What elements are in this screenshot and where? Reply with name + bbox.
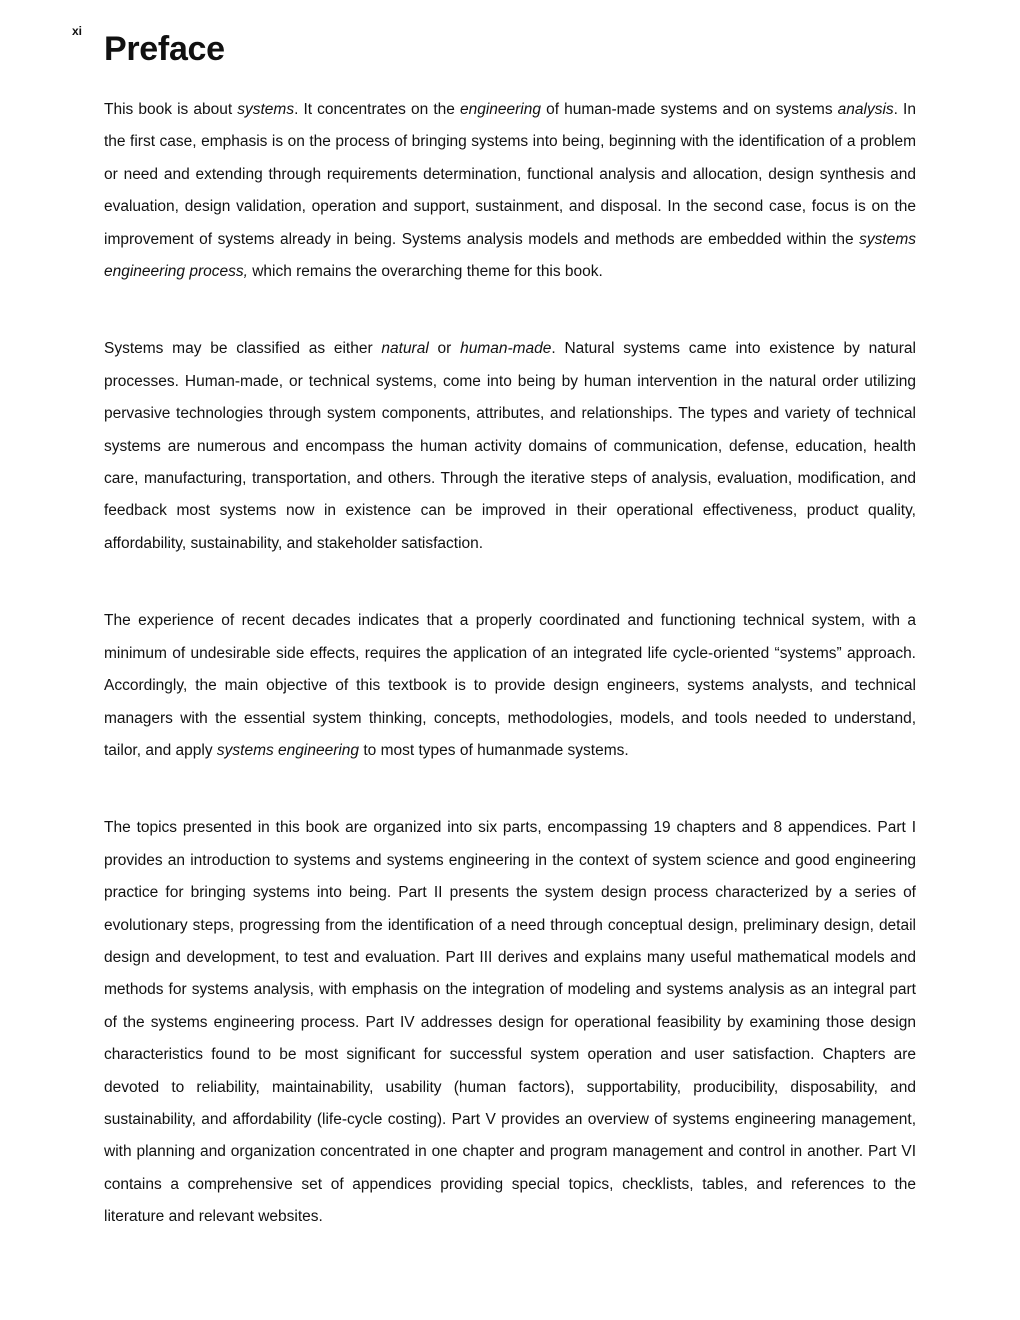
paragraph-4 bbox=[104, 812, 916, 1233]
text-run: This book is about bbox=[104, 101, 238, 118]
italic-term: analysis bbox=[837, 101, 894, 118]
italic-term: systems bbox=[237, 101, 295, 118]
italic-term: human-made bbox=[460, 340, 552, 358]
text-run: Systems may be classified as either bbox=[104, 340, 382, 358]
paragraph-1 bbox=[104, 94, 916, 288]
paragraph-2 bbox=[104, 333, 916, 560]
preface-body bbox=[104, 94, 916, 1234]
text-run: . Natural systems came into existence by natural processes. Human-made, or technical systems, come into being by human intervention in the natural order utilizing pervasive technologies through system components, attributes, and relationships. The types and variety of technical systems are numerous and encompass the human activity domains of communication, defense, education, health care, manufacturing, transportation, and others. Through the iterative steps of analysis, evaluation, modification, and feedback most systems now in existence can be improved in their operational effectiveness, product quality, affordability, sustainability, and stakeholder satisfaction. bbox=[104, 340, 916, 552]
text-run: to most types of humanmade systems. bbox=[359, 741, 629, 759]
text-run: The experience of recent decades indicates that a properly coordinated and functioning technical system, with a minimum of undesirable side effects, requires the application of an integrated life cycle-oriented “systems” approach. Accordingly, the main objective of this textbook is to provide design engineers, systems analysts, and technical managers with the essential system thinking, concepts, methodologies, models, and tools needed to understand, tailor, and apply bbox=[104, 612, 916, 759]
italic-term: systems engineering bbox=[216, 741, 360, 759]
text-run: of human-made systems and on systems bbox=[541, 101, 838, 118]
text-run: which remains the overarching theme for this book. bbox=[247, 263, 603, 281]
text-run: . It concentrates on the bbox=[294, 101, 460, 118]
paragraph-3 bbox=[104, 605, 916, 767]
text-run: . In the first case, emphasis is on the process of bringing systems into being, beginning with the identification of a problem or need and extending through requirements determination, functional analysis and allocation, design synthesis and evaluation, design validation, operation and support, sustainment, and disposal. In the second case, focus is on the improvement of systems already in being. Systems analysis models and methods are embedded within the bbox=[104, 101, 916, 248]
page-title: Preface bbox=[104, 30, 225, 68]
text-run: The topics presented in this book are organized into six parts, encompassing 19 chapters and 8 appendices. Part I provides an introduction to systems and systems engineering in the context of system science and good engineering practice for bringing systems into being. Part II presents the system design process characterized by a series of evolutionary steps, progressing from the identification of a need through conceptual design, preliminary design, detail design and development, to test and evaluation. Part III derives and explains many useful mathematical models and methods for systems analysis, with emphasis on the integration of modeling and systems analysis as an integral part of the systems engineering process. Part IV addresses design for operational feasibility by examining those design characteristics found to be most significant for successful system operation and user satisfaction. Chapters are devoted to reliability, maintainability, usability (human factors), supportability, producibility, disposability, and sustainability, and affordability (life-cycle costing). Part V provides an overview of systems engineering management, with planning and organization concentrated in one chapter and program management and control in another. Part VI contains a comprehensive set of appendices providing special topics, checklists, tables, and references to the literature and relevant websites. bbox=[104, 819, 916, 1226]
text-run: or bbox=[428, 340, 461, 358]
italic-term: systems engineering process, bbox=[104, 230, 916, 281]
italic-term: natural bbox=[381, 340, 429, 358]
italic-term: engineering bbox=[459, 101, 541, 118]
page-number: xi bbox=[72, 24, 83, 38]
